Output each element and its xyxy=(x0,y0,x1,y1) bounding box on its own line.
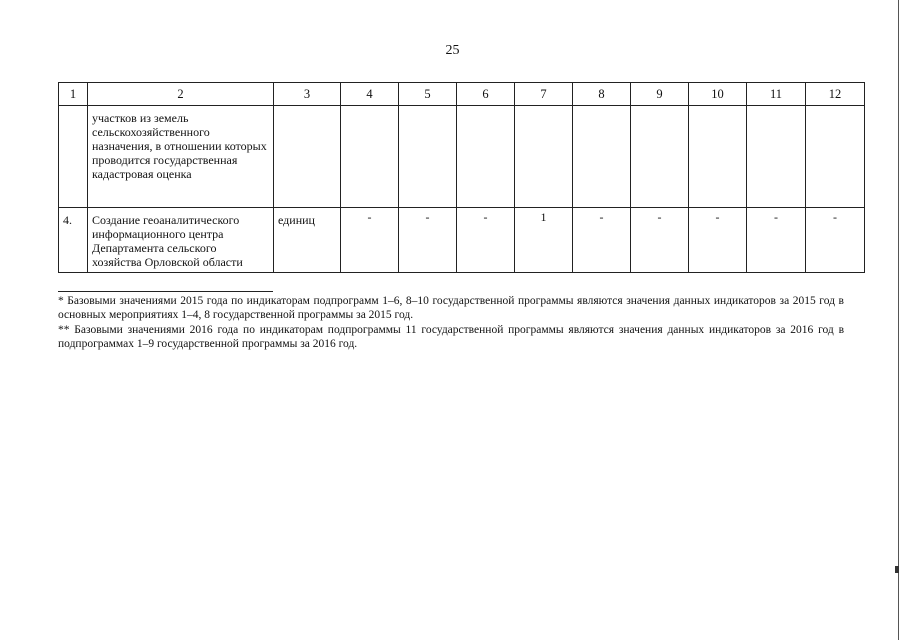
indicators-table xyxy=(58,82,865,273)
column-header: 6 xyxy=(457,83,515,106)
indicator-value: - xyxy=(833,210,837,224)
table-header-row xyxy=(59,83,865,106)
scan-edge-mark xyxy=(895,566,899,573)
scan-edge-line xyxy=(898,0,899,640)
table-cell xyxy=(457,106,515,208)
column-header: 5 xyxy=(399,83,457,106)
footnotes xyxy=(58,294,844,352)
column-header: 10 xyxy=(689,83,747,106)
column-header: 2 xyxy=(88,83,274,106)
column-header: 1 xyxy=(59,83,88,106)
footnote-divider xyxy=(58,291,273,292)
table-cell xyxy=(573,208,631,273)
table-cell xyxy=(399,208,457,273)
indicator-value: - xyxy=(715,210,720,224)
table-cell xyxy=(515,106,573,208)
table-cell xyxy=(59,106,88,208)
table-cell xyxy=(631,208,689,273)
column-header: 7 xyxy=(515,83,573,106)
footnote-2015: * Базовыми значениями 2015 года по индикаторам подпрограмм 1–6, 8–10 государственной программы являются значения данных индикаторов за 2015 год в основных мероприятиях 1–4, 8 государственной программы за 2015 год. xyxy=(58,295,844,321)
table-row xyxy=(59,208,865,273)
indicator-value: 1 xyxy=(540,210,547,224)
table-cell xyxy=(59,208,88,273)
footnote-2016: ** Базовыми значениями 2016 года по индикаторам подпрограммы 11 государственной программы являются значения данных индикаторов за 2016 год в подпрограммах 1–9 государственной программы за 2016 год. xyxy=(58,324,844,350)
row-number: 4. xyxy=(63,213,72,227)
table-cell xyxy=(689,208,747,273)
column-header: 12 xyxy=(806,83,865,106)
indicator-value: - xyxy=(657,210,662,224)
table-row xyxy=(59,106,865,208)
column-header: 3 xyxy=(274,83,341,106)
table-cell xyxy=(747,106,806,208)
table-cell xyxy=(806,208,865,273)
column-header: 8 xyxy=(573,83,631,106)
table-cell xyxy=(573,106,631,208)
page-number: 25 xyxy=(445,43,460,58)
table-cell xyxy=(747,208,806,273)
table-cell xyxy=(515,208,573,273)
table-cell xyxy=(88,106,274,208)
table-cell xyxy=(274,106,341,208)
column-header: 9 xyxy=(631,83,689,106)
column-header: 4 xyxy=(341,83,399,106)
unit-of-measure: единиц xyxy=(278,213,315,227)
table-cell xyxy=(457,208,515,273)
table-cell xyxy=(341,106,399,208)
indicator-value: - xyxy=(599,210,604,224)
indicator-value: - xyxy=(425,210,430,224)
table-cell xyxy=(631,106,689,208)
table-cell xyxy=(689,106,747,208)
indicator-value: - xyxy=(774,210,778,224)
indicator-name-continued: участков из земель сельскохозяйственного назначения, в отношении которых проводится государственная кадастровая оценка xyxy=(92,111,267,181)
indicator-name: Создание геоаналитического информационного центра Департамента сельского хозяйства Орловской области xyxy=(92,213,243,269)
table-cell xyxy=(399,106,457,208)
indicator-value: - xyxy=(367,210,372,224)
table-cell xyxy=(341,208,399,273)
table-cell xyxy=(806,106,865,208)
table-cell xyxy=(274,208,341,273)
column-header: 11 xyxy=(747,83,806,106)
table-cell xyxy=(88,208,274,273)
indicator-value: - xyxy=(483,210,488,224)
